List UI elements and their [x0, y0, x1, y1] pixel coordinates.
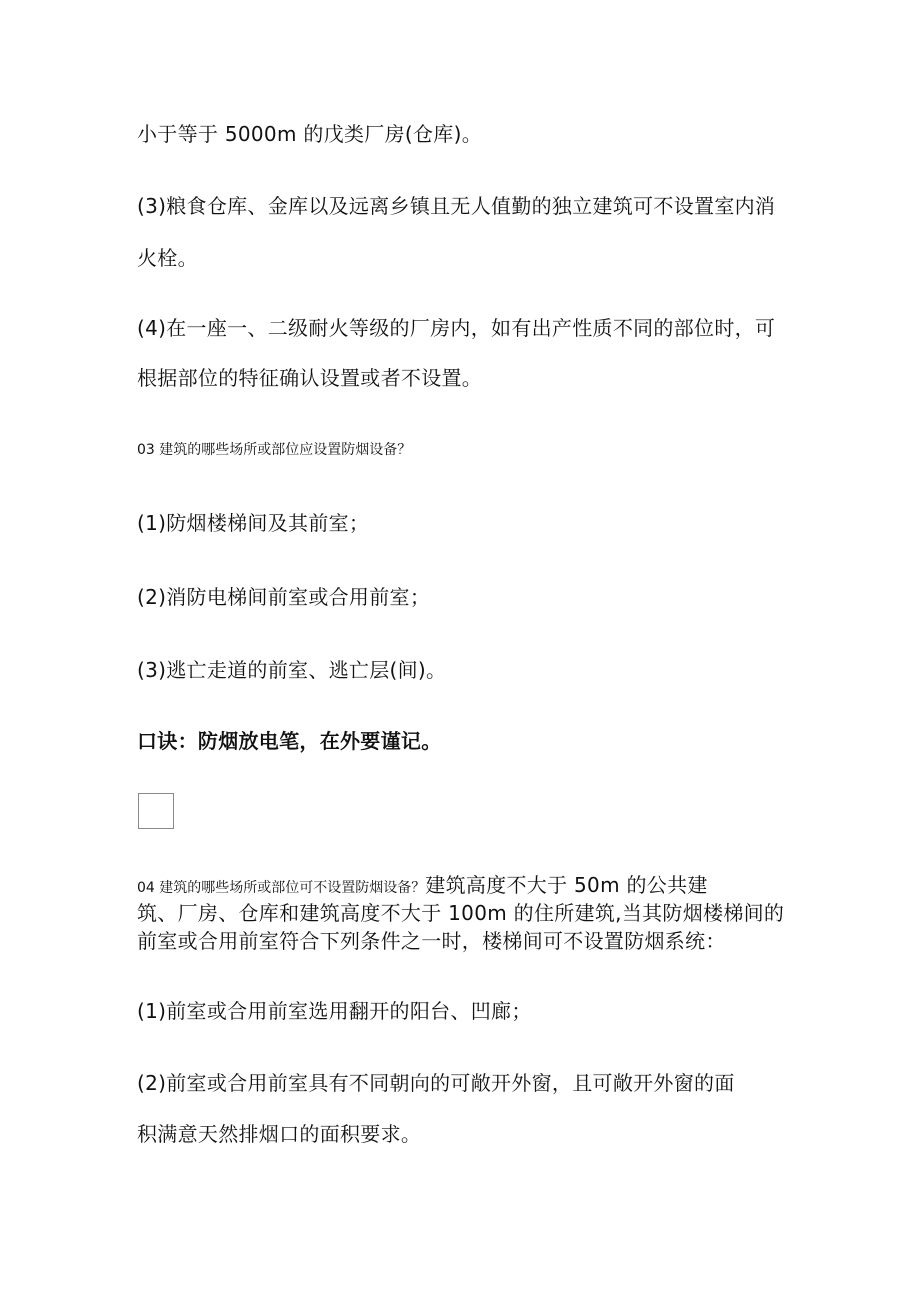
- list-item-04-2: (2)前室或合用前室具有不同朝向的可敞开外窗，且可敞开外窗的面: [137, 1071, 735, 1095]
- text-line-5: 根据部位的特征确认设置或者不设置。: [137, 366, 483, 390]
- section-heading-04: [137, 875, 708, 895]
- list-item-03-1: (1)防烟楼梯间及其前室；: [137, 511, 370, 535]
- image-placeholder-icon: [138, 793, 174, 829]
- list-item-04-1: (1)前室或合用前室选用翻开的阳台、凹廊；: [137, 999, 532, 1023]
- text-line-3: 火栓。: [137, 246, 198, 270]
- section-heading-03: 03 建筑的哪些场所或部位应设置防烟设备？: [137, 442, 412, 458]
- text-line-9: 筑、厂房、仓库和建筑高度不大于 100m 的住所建筑,当其防烟楼梯间的: [137, 901, 785, 925]
- text-line-4: (4)在一座一、二级耐火等级的厂房内，如有出产性质不同的部位时，可: [137, 316, 776, 340]
- list-item-03-3: (3)逃亡走道的前室、逃亡层(间)。: [137, 658, 447, 682]
- text-line-1: 小于等于 5000m 的戊类厂房(仓库)。: [137, 122, 483, 146]
- section-heading-04-text: 建筑高度不大于 50m 的公共建: [425, 873, 708, 897]
- text-line-10: 前室或合用前室符合下列条件之一时，楼梯间可不设置防烟系统：: [137, 929, 726, 953]
- text-line-13: 积满意天然排烟口的面积要求。: [137, 1122, 422, 1146]
- section-heading-04-title: 04 建筑的哪些场所或部位可不设置防烟设备？: [137, 880, 426, 896]
- list-item-03-2: (2)消防电梯间前室或合用前室；: [137, 585, 431, 609]
- mnemonic-text: 口诀：防烟放电笔，在外要谨记。: [137, 729, 442, 753]
- text-line-2: (3)粮食仓库、金库以及远离乡镇且无人值勤的独立建筑可不设置室内消: [137, 194, 776, 218]
